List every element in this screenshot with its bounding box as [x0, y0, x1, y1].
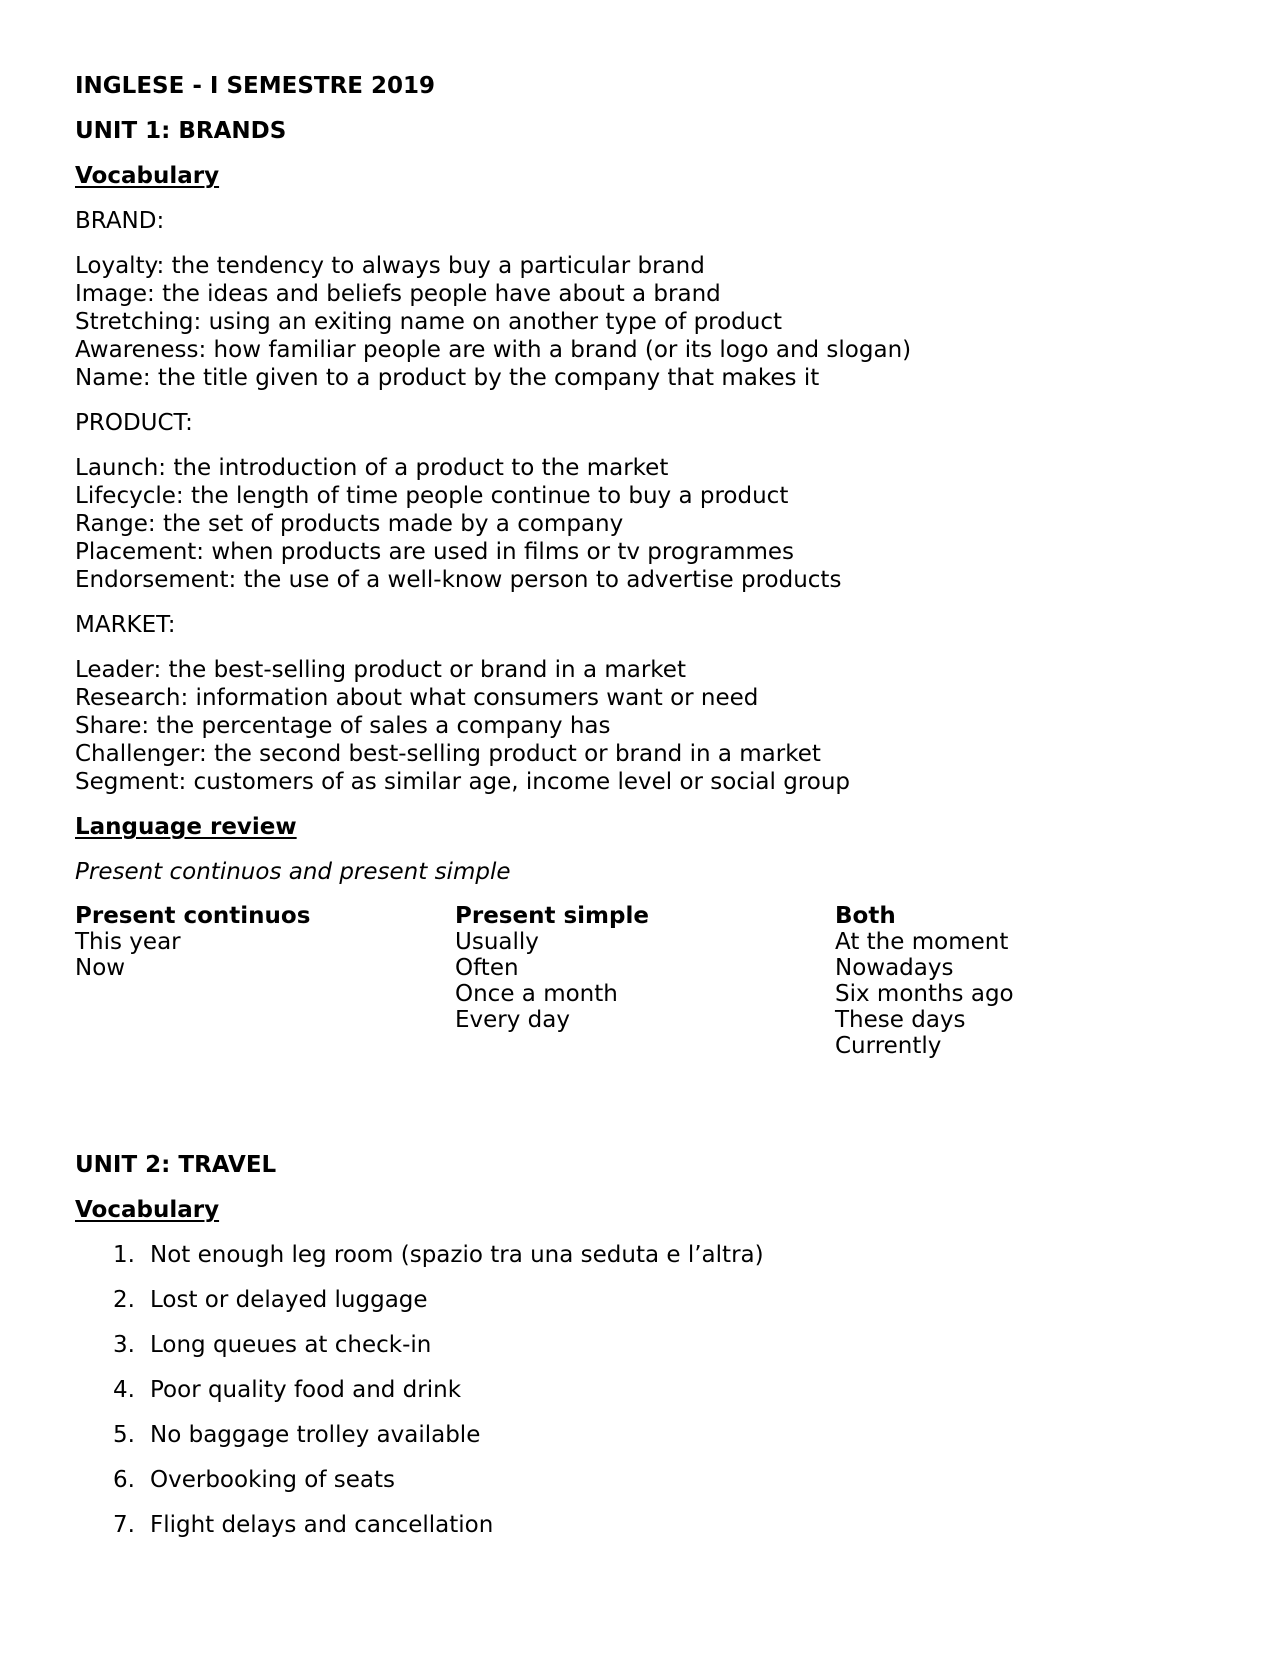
- list-text: Long queues at check-in: [150, 1332, 432, 1358]
- unit1-heading: UNIT 1: BRANDS: [75, 118, 287, 144]
- list-number: 7.: [113, 1512, 135, 1538]
- vocab-line: Loyalty: the tendency to always buy a particular brand: [75, 253, 705, 279]
- column-item: Once a month: [455, 981, 618, 1007]
- list-text: Not enough leg room (spazio tra una seduta e l’altra): [150, 1242, 764, 1268]
- vocab-line: Range: the set of products made by a company: [75, 511, 624, 537]
- list-number: 4.: [113, 1377, 135, 1403]
- column-item: Currently: [835, 1033, 942, 1059]
- list-number: 3.: [113, 1332, 135, 1358]
- language-review-heading: Language review: [75, 814, 297, 840]
- column-present-simple: [455, 903, 835, 1059]
- column-item: This year: [75, 929, 181, 955]
- list-item: [113, 1331, 1215, 1359]
- section-spacer: [75, 1059, 1215, 1151]
- vocab-line: Research: information about what consumers want or need: [75, 685, 759, 711]
- column-item: These days: [835, 1007, 966, 1033]
- list-number: 2.: [113, 1287, 135, 1313]
- vocab-line: Leader: the best-selling product or brand in a market: [75, 657, 686, 683]
- product-vocab-list: [75, 454, 1215, 594]
- travel-problems-list: [75, 1241, 1215, 1539]
- column-item: Now: [75, 955, 126, 981]
- vocab-line: Launch: the introduction of a product to the market: [75, 455, 669, 481]
- vocab-line: Share: the percentage of sales a company has: [75, 713, 611, 739]
- document-page: [75, 72, 1215, 1556]
- list-text: Poor quality food and drink: [150, 1377, 462, 1403]
- column-item: Every day: [455, 1007, 570, 1033]
- document-title: INGLESE - I SEMESTRE 2019: [75, 73, 436, 99]
- vocab-line: Segment: customers of as similar age, income level or social group: [75, 769, 850, 795]
- column-header: Present simple: [455, 903, 649, 929]
- column-both: [835, 903, 1215, 1059]
- list-number: 5.: [113, 1422, 135, 1448]
- tense-columns: [75, 903, 1215, 1059]
- list-text: Overbooking of seats: [150, 1467, 395, 1493]
- brand-vocab-list: [75, 252, 1215, 392]
- market-vocab-list: [75, 656, 1215, 796]
- list-item: [113, 1466, 1215, 1494]
- list-item: [113, 1421, 1215, 1449]
- unit2-heading: UNIT 2: TRAVEL: [75, 1152, 277, 1178]
- column-present-continuos: [75, 903, 455, 1059]
- list-item: [113, 1511, 1215, 1539]
- unit1-vocabulary-heading: Vocabulary: [75, 163, 220, 189]
- column-header: Both: [835, 903, 896, 929]
- unit2-vocabulary-heading: Vocabulary: [75, 1197, 220, 1223]
- vocab-line: Awareness: how familiar people are with a brand (or its logo and slogan): [75, 337, 912, 363]
- vocab-line: Name: the title given to a product by the company that makes it: [75, 365, 820, 391]
- column-item: Often: [455, 955, 519, 981]
- vocab-line: Image: the ideas and beliefs people have about a brand: [75, 281, 721, 307]
- market-label: MARKET:: [75, 612, 176, 638]
- vocab-line: Endorsement: the use of a well-know person to advertise products: [75, 567, 842, 593]
- product-label: PRODUCT:: [75, 410, 193, 436]
- column-item: Six months ago: [835, 981, 1014, 1007]
- column-item: Nowadays: [835, 955, 954, 981]
- list-text: Lost or delayed luggage: [150, 1287, 428, 1313]
- list-text: No baggage trolley available: [150, 1422, 481, 1448]
- list-item: [113, 1241, 1215, 1269]
- list-number: 6.: [113, 1467, 135, 1493]
- column-item: At the moment: [835, 929, 1009, 955]
- brand-label: BRAND:: [75, 208, 165, 234]
- vocab-line: Challenger: the second best-selling product or brand in a market: [75, 741, 821, 767]
- vocab-line: Lifecycle: the length of time people continue to buy a product: [75, 483, 789, 509]
- list-item: [113, 1286, 1215, 1314]
- list-number: 1.: [113, 1242, 135, 1268]
- vocab-line: Stretching: using an exiting name on another type of product: [75, 309, 783, 335]
- column-header: Present continuos: [75, 903, 311, 929]
- list-item: [113, 1376, 1215, 1404]
- list-text: Flight delays and cancellation: [150, 1512, 494, 1538]
- vocab-line: Placement: when products are used in films or tv programmes: [75, 539, 795, 565]
- language-review-subtitle: Present continuos and present simple: [75, 859, 511, 885]
- column-item: Usually: [455, 929, 539, 955]
